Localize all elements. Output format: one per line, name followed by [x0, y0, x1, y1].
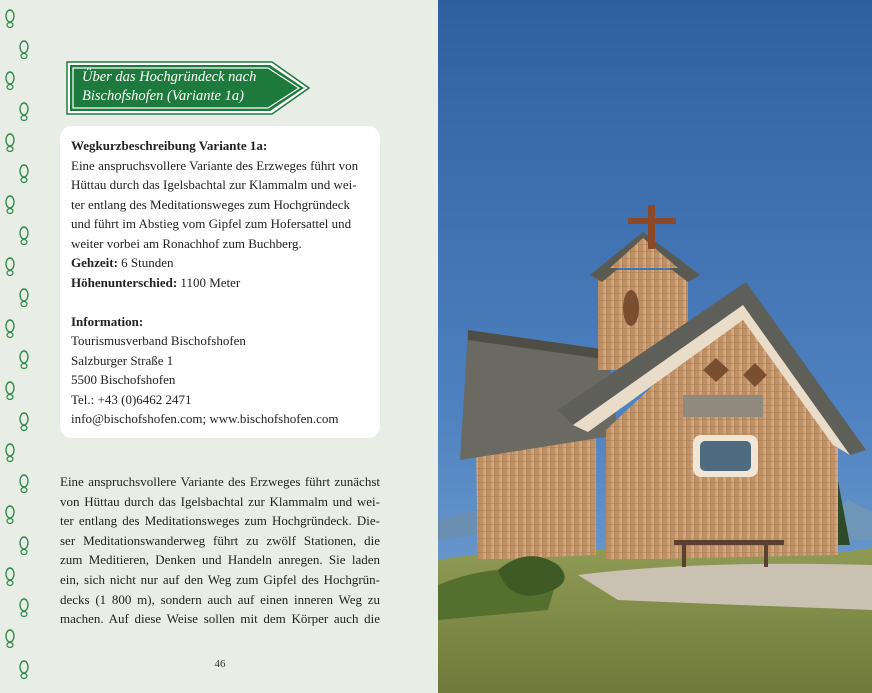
footprint-icon: [6, 320, 14, 338]
footprint-icon: [6, 568, 14, 586]
footprint-icon: [6, 382, 14, 400]
body-line: ser Meditationswanderweg führt zu zwölf Stationen, die: [60, 532, 380, 548]
elevation-label: Höhenunterschied:: [71, 274, 178, 290]
chapel-photo: [438, 0, 872, 693]
route-info-box: [60, 126, 380, 438]
body-line: zum Meditieren, Denken und Handeln anregen. Sie laden: [60, 552, 380, 568]
footprint-icon: [6, 444, 14, 462]
body-line: Eine anspruchsvollere Variante des Erzweges führt zunächst: [60, 474, 380, 489]
body-line: ein, sich nicht nur auf den Weg zum Gipfel des Hochgrün-: [60, 571, 380, 587]
body-line: ter entlang des Meditationsweges zum Hochgründeck. Die-: [60, 513, 380, 529]
page-number: 46: [214, 658, 226, 670]
footprint-icon: [20, 413, 28, 431]
footprints-icon: [4, 0, 40, 693]
info-desc-line: weiter vorbei am Ronachhof zum Buchberg.: [71, 235, 302, 251]
body-line: von Hüttau durch das Igelsbachtal zur Klammalm und wei-: [60, 493, 380, 509]
elevation-value: 1100 Meter: [177, 274, 241, 290]
chapel-photo-illustration: [438, 0, 872, 693]
footprint-icon: [20, 599, 28, 617]
information-heading: Information:: [71, 313, 144, 329]
footprint-icon: [20, 103, 28, 121]
footprint-icon: [6, 10, 14, 28]
footprint-icon: [6, 258, 14, 276]
contact-line: Salzburger Straße 1: [71, 352, 174, 368]
footprint-icon: [6, 506, 14, 524]
footprint-icon: [20, 661, 28, 679]
footprint-icon: [20, 537, 28, 555]
contact-phone: Tel.: +43 (0)6462 2471: [71, 391, 192, 407]
walking-time-label: Gehzeit:: [71, 255, 118, 270]
info-desc-line: Hüttau durch das Igelsbachtal zur Klammalm und wei-: [71, 177, 357, 192]
info-heading: Wegkurzbeschreibung Variante 1a:: [71, 138, 268, 153]
footprint-icon: [6, 72, 14, 90]
footprint-border: [4, 0, 40, 693]
elevation-difference: [71, 273, 369, 293]
footprint-icon: [20, 351, 28, 369]
info-desc-line: ter entlang des Meditationsweges zum Hochgründeck: [71, 196, 351, 212]
footprint-icon: [20, 165, 28, 183]
route-title-line-1: Über das Hochgründeck nach: [82, 69, 257, 85]
info-desc-line: Eine anspruchsvollere Variante des Erzweges führt von: [71, 157, 359, 173]
route-sign: [66, 60, 310, 116]
footprint-icon: [20, 41, 28, 59]
body-paragraph: [60, 472, 380, 629]
walking-time: [71, 253, 369, 273]
footprint-icon: [6, 196, 14, 214]
footprint-icon: [6, 134, 14, 152]
footprint-icon: [6, 630, 14, 648]
body-line: decks (1 800 m), sondern auch auf einen inneren Weg zu: [60, 591, 380, 607]
footprint-icon: [20, 475, 28, 493]
route-title-line-2: Bischofshofen (Variante 1a): [82, 88, 244, 104]
contact-line: 5500 Bischofshofen: [71, 372, 176, 387]
contact-line: Tourismusverband Bischofshofen: [71, 333, 246, 348]
info-desc-line: und führt im Abstieg vom Gipfel zum Hofersattel und: [71, 216, 352, 231]
route-title: [82, 68, 282, 106]
footprint-icon: [20, 227, 28, 245]
contact-web: info@bischofshofen.com; www.bischofshofen.com: [71, 411, 339, 426]
footprint-icon: [20, 289, 28, 307]
body-line: machen. Auf diese Weise sollen mit dem Körper auch die: [60, 611, 380, 627]
walking-time-value: 6 Stunden: [117, 255, 174, 270]
